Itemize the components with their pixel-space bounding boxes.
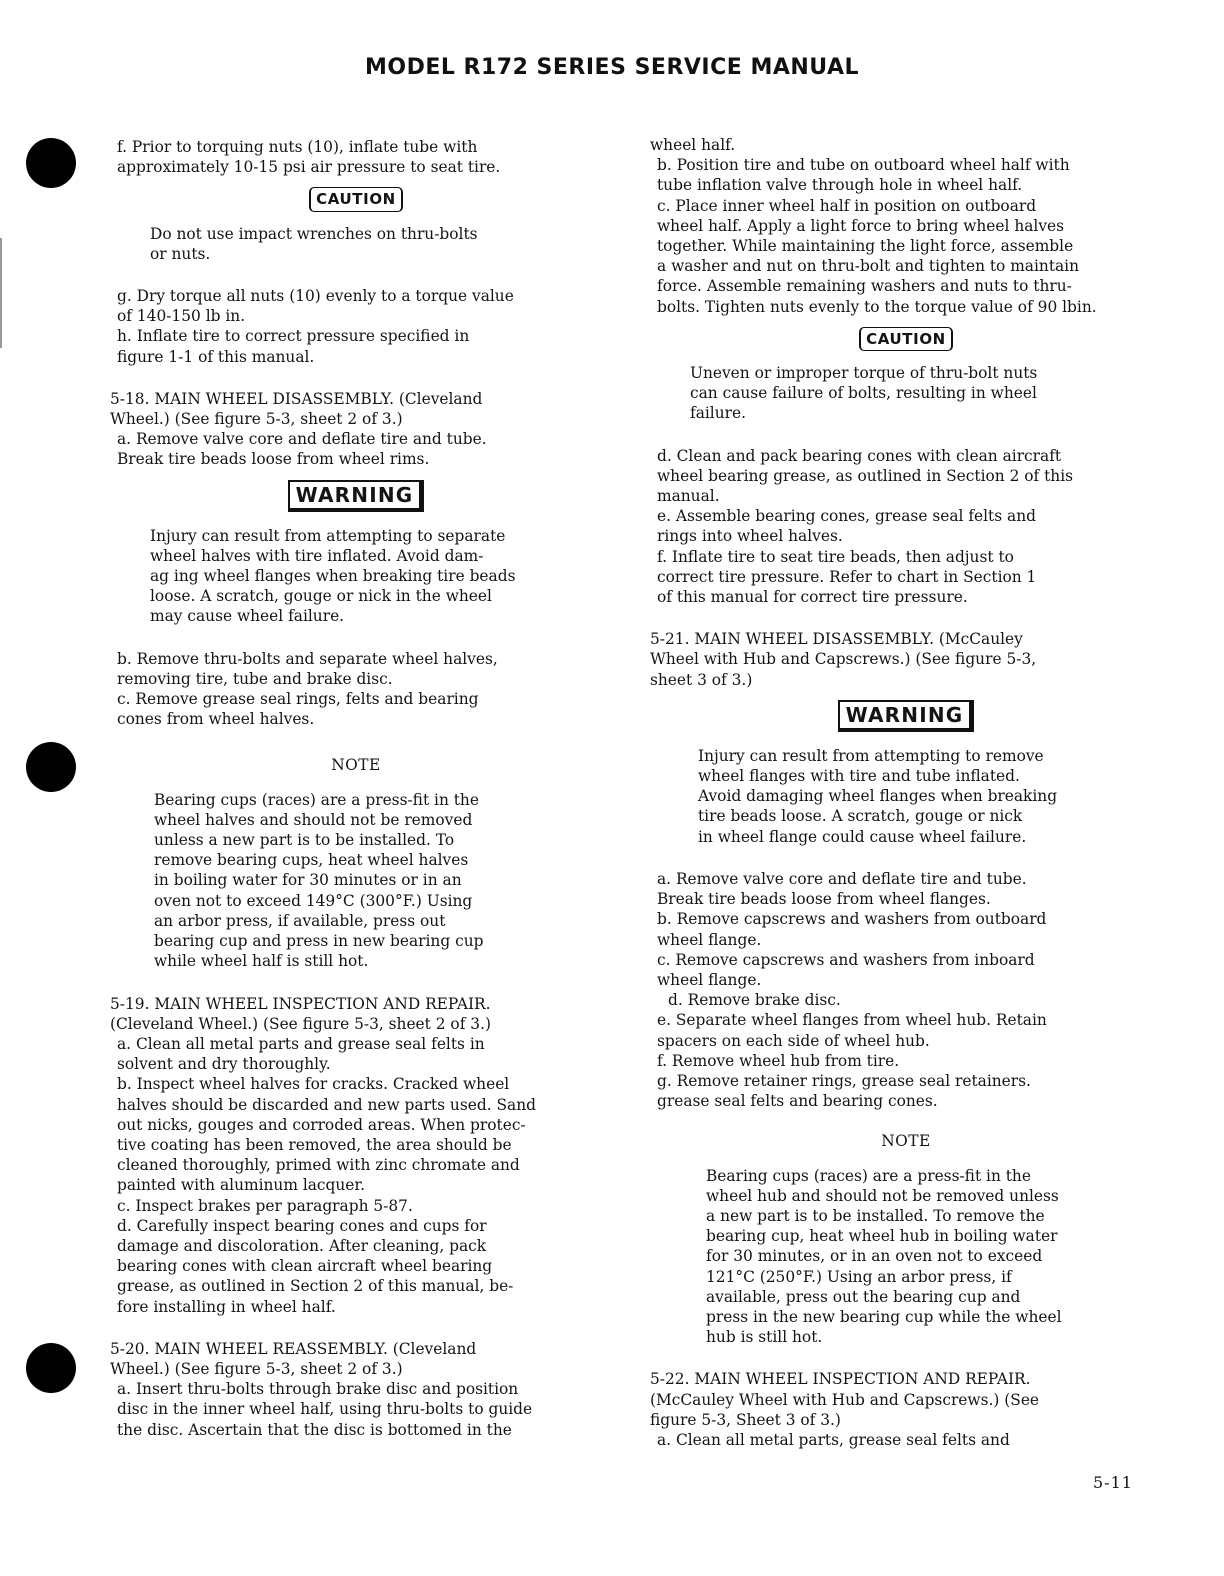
text-line: g. Remove retainer rings, grease seal retainers. — [657, 1071, 1031, 1090]
text-line: unless a new part is to be installed. To — [154, 831, 455, 850]
section-5-21-step-a — [650, 869, 1162, 909]
text-line: f. Prior to torquing nuts (10), inflate tube with — [117, 138, 478, 156]
text-line: h. Inflate tire to correct pressure specified in — [117, 327, 470, 346]
text-line: c. Remove capscrews and washers from inboard — [657, 950, 1035, 969]
section-5-20-step-d — [650, 446, 1162, 507]
text-line: bearing cup, heat wheel hub in boiling water — [706, 1227, 1058, 1246]
caution-text — [150, 224, 602, 264]
text-line: removing tire, tube and brake disc. — [117, 669, 393, 688]
text-line: grease seal felts and bearing cones. — [657, 1092, 938, 1111]
section-5-21-step-d — [650, 990, 1162, 1010]
text-line: approximately 10-15 psi air pressure to seat tire. — [117, 158, 501, 177]
section-5-21-step-g — [650, 1071, 1162, 1111]
text-line: d. Carefully inspect bearing cones and cups for — [117, 1216, 487, 1235]
text-line: oven not to exceed 149°C (300°F.) Using — [154, 891, 473, 910]
text-line: solvent and dry thoroughly. — [117, 1055, 331, 1074]
section-heading-5-18 — [110, 389, 602, 429]
warning-text — [150, 526, 602, 627]
section-5-21-step-e — [650, 1010, 1162, 1050]
text-line: a. Remove valve core and deflate tire and tube. — [117, 430, 487, 449]
text-line: Break tire beads loose from wheel rims. — [117, 450, 430, 469]
section-5-21-step-b — [650, 909, 1162, 949]
text-line: bolts. Tighten nuts evenly to the torque value of 90 lbin. — [657, 297, 1097, 316]
caution-box — [110, 187, 602, 211]
text-line: cleaned thoroughly, primed with zinc chromate and — [117, 1156, 520, 1175]
left-column — [110, 137, 602, 1440]
step-g — [110, 286, 602, 326]
text-line: 5-18. MAIN WHEEL DISASSEMBLY. (Cleveland — [110, 389, 483, 408]
caution-text — [690, 363, 1162, 424]
section-heading-5-21 — [650, 629, 1162, 690]
section-5-19-step-d — [110, 1216, 602, 1317]
section-5-21-step-c — [650, 950, 1162, 990]
text-line: b. Inspect wheel halves for cracks. Cracked wheel — [117, 1075, 510, 1094]
section-5-20-step-b — [650, 155, 1162, 195]
section-5-18-step-a — [110, 429, 602, 469]
warning-label: WARNING — [288, 480, 425, 512]
text-line: c. Inspect brakes per paragraph 5-87. — [117, 1196, 413, 1215]
text-line: bearing cones with clean aircraft wheel bearing — [117, 1257, 493, 1276]
text-line: Break tire beads loose from wheel flanges. — [657, 890, 991, 909]
warning-label: WARNING — [838, 700, 975, 732]
warning-box — [650, 700, 1162, 732]
section-heading-5-20 — [110, 1339, 602, 1379]
text-line: Injury can result from attempting to remove — [698, 746, 1044, 765]
section-5-20-step-e — [650, 506, 1162, 546]
section-heading-5-22 — [650, 1369, 1162, 1430]
text-line: halves should be discarded and new parts used. Sand — [117, 1095, 536, 1114]
section-5-20-step-a — [110, 1379, 602, 1440]
text-line: g. Dry torque all nuts (10) evenly to a torque value — [117, 287, 514, 306]
text-line: available, press out the bearing cup and — [706, 1287, 1021, 1306]
text-line: in wheel flange could cause wheel failure. — [698, 827, 1027, 846]
scan-edge-mark — [0, 238, 2, 348]
text-line: correct tire pressure. Refer to chart in Section 1 — [657, 567, 1037, 586]
step-f — [110, 137, 602, 177]
text-line: Wheel.) (See figure 5-3, sheet 2 of 3.) — [110, 410, 403, 429]
note-label: NOTE — [331, 756, 381, 775]
text-line: 5-21. MAIN WHEEL DISASSEMBLY. (McCauley — [650, 630, 1023, 649]
text-line: the disc. Ascertain that the disc is bottomed in the — [117, 1420, 512, 1439]
text-line: wheel halves and should not be removed — [154, 810, 473, 829]
text-line: 5-20. MAIN WHEEL REASSEMBLY. (Cleveland — [110, 1339, 477, 1358]
text-line: e. Assemble bearing cones, grease seal felts and — [657, 507, 1036, 526]
section-5-18-step-c — [110, 689, 602, 729]
text-line: d. Clean and pack bearing cones with clean aircraft — [657, 446, 1062, 465]
text-line: wheel half. — [650, 136, 736, 154]
punch-hole-icon — [26, 742, 76, 792]
punch-hole-icon — [26, 138, 76, 188]
text-line: figure 1-1 of this manual. — [117, 347, 315, 366]
text-line: 121°C (250°F.) Using an arbor press, if — [706, 1267, 1012, 1286]
page-number: 5-11 — [1093, 1473, 1133, 1492]
text-line: e. Separate wheel flanges from wheel hub. Retain — [657, 1011, 1047, 1030]
text-line: wheel half. Apply a light force to bring wheel halves — [657, 216, 1065, 235]
text-line: Injury can result from attempting to separate — [150, 526, 506, 545]
text-line: cones from wheel halves. — [117, 710, 315, 729]
text-line: loose. A scratch, gouge or nick in the wheel — [150, 587, 492, 606]
text-line: Bearing cups (races) are a press-fit in the — [154, 790, 479, 809]
text-line: a. Clean all metal parts and grease seal felts in — [117, 1034, 485, 1053]
text-line: f. Inflate tire to seat tire beads, then adjust to — [657, 547, 1014, 566]
text-line: grease, as outlined in Section 2 of this manual, be- — [117, 1277, 514, 1296]
text-line: f. Remove wheel hub from tire. — [657, 1051, 900, 1070]
text-line: of 140-150 lb in. — [117, 307, 246, 326]
text-line: while wheel half is still hot. — [154, 952, 369, 971]
text-line: wheel halves with tire inflated. Avoid dam- — [150, 546, 484, 565]
caution-label: CAUTION — [309, 187, 403, 211]
text-line: painted with aluminum lacquer. — [117, 1176, 365, 1195]
text-line: c. Place inner wheel half in position on outboard — [657, 196, 1037, 215]
text-line: wheel bearing grease, as outlined in Section 2 of this — [657, 466, 1074, 485]
section-5-20-step-f — [650, 547, 1162, 608]
text-line: (McCauley Wheel with Hub and Capscrews.) (See — [650, 1390, 1040, 1409]
page-title: MODEL R172 SERIES SERVICE MANUAL — [364, 55, 860, 80]
text-line: tire beads loose. A scratch, gouge or nick — [698, 807, 1023, 826]
text-line: force. Assemble remaining washers and nuts to thru- — [657, 277, 1072, 296]
note-text — [706, 1166, 1122, 1348]
text-line: a new part is to be installed. To remove the — [706, 1206, 1045, 1225]
warning-text — [698, 746, 1162, 847]
note-label: NOTE — [881, 1132, 931, 1151]
text-line: Bearing cups (races) are a press-fit in the — [706, 1166, 1031, 1185]
step-a-continued — [650, 135, 1162, 155]
text-line: spacers on each side of wheel hub. — [657, 1031, 930, 1050]
section-heading-5-19 — [110, 994, 602, 1034]
text-line: damage and discoloration. After cleaning, pack — [117, 1236, 487, 1255]
text-line: Wheel with Hub and Capscrews.) (See figure 5-3, — [650, 650, 1037, 669]
text-line: a. Remove valve core and deflate tire and tube. — [657, 869, 1027, 888]
text-line: bearing cup and press in new bearing cup — [154, 932, 484, 951]
text-line: Avoid damaging wheel flanges when breaking — [698, 787, 1058, 806]
caution-box — [650, 327, 1162, 351]
text-line: an arbor press, if available, press out — [154, 911, 446, 930]
text-line: 5-22. MAIN WHEEL INSPECTION AND REPAIR. — [650, 1370, 1031, 1389]
text-line: d. Remove brake disc. — [668, 991, 841, 1010]
text-line: remove bearing cups, heat wheel halves — [154, 851, 469, 870]
text-line: tive coating has been removed, the area should be — [117, 1135, 512, 1154]
punch-hole-icon — [26, 1343, 76, 1393]
step-h — [110, 326, 602, 366]
text-line: wheel flange. — [657, 930, 762, 949]
text-line: may cause wheel failure. — [150, 607, 345, 626]
text-line: disc in the inner wheel half, using thru-bolts to guide — [117, 1400, 533, 1419]
text-line: press in the new bearing cup while the wheel — [706, 1307, 1062, 1326]
text-line: Do not use impact wrenches on thru-bolts — [150, 224, 478, 243]
text-line: Uneven or improper torque of thru-bolt nuts — [690, 364, 1038, 383]
text-line: a washer and nut on thru-bolt and tighten to maintain — [657, 257, 1080, 276]
note-text — [154, 790, 552, 972]
section-5-19-step-c — [110, 1196, 602, 1216]
text-line: b. Remove thru-bolts and separate wheel halves, — [117, 649, 498, 668]
text-line: out nicks, gouges and corroded areas. When protec- — [117, 1115, 526, 1134]
text-line: b. Remove capscrews and washers from outboard — [657, 910, 1047, 929]
text-line: ag ing wheel flanges when breaking tire beads — [150, 567, 516, 586]
text-line: manual. — [657, 487, 720, 506]
text-line: a. Clean all metal parts, grease seal felts and — [657, 1430, 1010, 1449]
text-line: b. Position tire and tube on outboard wheel half with — [657, 156, 1070, 175]
section-5-21-step-f — [650, 1051, 1162, 1071]
text-line: wheel hub and should not be removed unless — [706, 1186, 1059, 1205]
text-line: rings into wheel halves. — [657, 527, 843, 546]
warning-box — [110, 480, 602, 512]
text-line: Wheel.) (See figure 5-3, sheet 2 of 3.) — [110, 1359, 403, 1378]
text-line: wheel flange. — [657, 970, 762, 989]
text-line: of this manual for correct tire pressure. — [657, 588, 968, 607]
section-5-19-step-b — [110, 1074, 602, 1195]
text-line: (Cleveland Wheel.) (See figure 5-3, sheet 2 of 3.) — [110, 1014, 491, 1033]
text-line: figure 5-3, Sheet 3 of 3.) — [650, 1410, 841, 1429]
caution-label: CAUTION — [859, 327, 953, 351]
text-line: failure. — [690, 404, 746, 423]
text-line: c. Remove grease seal rings, felts and bearing — [117, 690, 479, 709]
text-line: a. Insert thru-bolts through brake disc and position — [117, 1380, 519, 1399]
section-5-19-step-a — [110, 1034, 602, 1074]
section-5-18-step-b — [110, 649, 602, 689]
text-line: wheel flanges with tire and tube inflated. — [698, 767, 1020, 786]
section-5-22-step-a — [650, 1430, 1162, 1450]
text-line: fore installing in wheel half. — [117, 1297, 336, 1316]
text-line: for 30 minutes, or in an oven not to exceed — [706, 1247, 1043, 1266]
text-line: tube inflation valve through hole in wheel half. — [657, 176, 1023, 195]
text-line: hub is still hot. — [706, 1328, 823, 1347]
right-column — [650, 135, 1162, 1450]
text-line: can cause failure of bolts, resulting in wheel — [690, 384, 1037, 403]
text-line: 5-19. MAIN WHEEL INSPECTION AND REPAIR. — [110, 994, 491, 1013]
text-line: together. While maintaining the light force, assemble — [657, 237, 1074, 256]
text-line: in boiling water for 30 minutes or in an — [154, 871, 462, 890]
section-5-20-step-c — [650, 196, 1162, 317]
text-line: sheet 3 of 3.) — [650, 670, 753, 689]
text-line: or nuts. — [150, 244, 211, 263]
